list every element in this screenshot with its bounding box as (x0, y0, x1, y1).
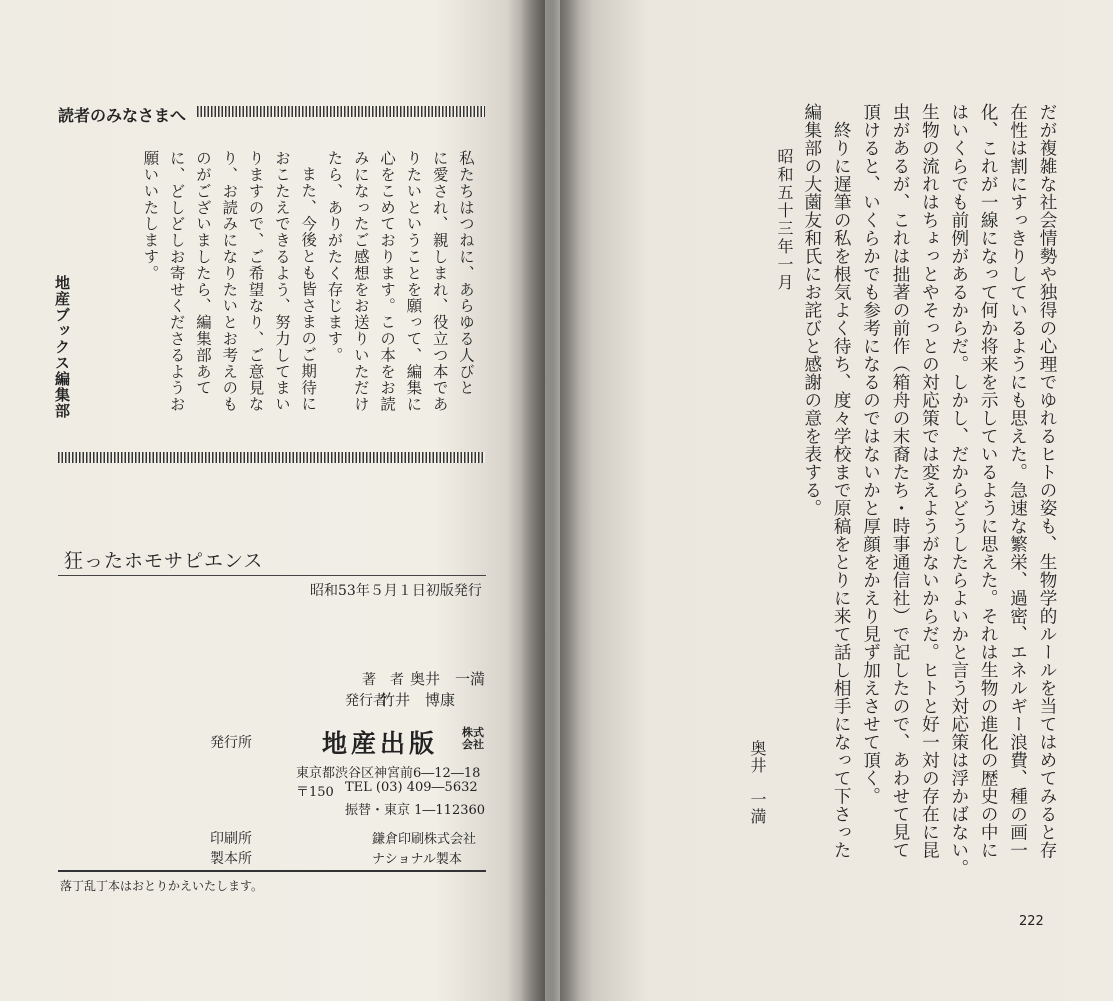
publisher-person-name: 竹井 博康 (380, 691, 456, 709)
author-signature: 奥井 一満 (748, 740, 767, 825)
body-text-line: 終りに遅筆の私を根気よく待ち、度々学校まで原稿をとりに来て話し相手になって下さった (831, 121, 852, 859)
transfer-account: 振替・東京 1―112360 (345, 803, 486, 818)
notice-body-line: りたいということを願って、編集に (404, 150, 423, 413)
binder-label: 製本所 (210, 851, 252, 867)
notice-top-bar (197, 106, 485, 117)
publishing-house-label: 発行所 (210, 735, 252, 751)
notice-body-line: たら、ありがたく存じます。 (325, 150, 344, 364)
notice-body-line: のがございましたら、編集部あて (194, 150, 212, 396)
notice-body-line: り、お読みになりたいとお考えのも (220, 150, 239, 413)
publishing-house-name: 地産出版 (322, 729, 439, 758)
publisher-person-label: 発行者 (345, 693, 387, 709)
notice-body-line: 願いいたします。 (141, 150, 160, 282)
body-text-line: 化、これが一線になって何か将来を示しているように思えた。それは生物の進化の歴史の中に (978, 103, 999, 859)
author-label: 著 者 (362, 672, 404, 688)
body-text-line: だが複雑な社会情勢や独得の心理でゆれるヒトの姿も、生物学的ルールを当てはめてみると存 (1037, 103, 1057, 859)
page-number: 222 (1019, 914, 1044, 929)
book-title: 狂ったホモサピエンス (64, 550, 264, 572)
author-name: 奥井 一満 (410, 670, 486, 688)
body-text-line: 生物の流れはちょっとやそっとの対応策では変えようがないからだ。ヒトと好一対の存在に昆 (919, 103, 940, 859)
address: 東京都渋谷区神宮前6―12―18 (296, 766, 481, 781)
body-text-line: 頂けると、いくらかでも参考になるのではないかと厚顔をかえり見ず加えさせて頂く。 (860, 103, 881, 805)
postal-code: 〒150 (296, 785, 334, 800)
body-text-line: 虫があるが、これは拙著の前作（箱舟の末裔たち・時事通信社）で記したので、あわせて見て (890, 103, 910, 859)
printer-label: 印刷所 (210, 831, 252, 847)
misprint-note: 落丁乱丁本はおとりかえいたします。 (60, 879, 264, 893)
publication-date: 昭和53年５月１日初版発行 (310, 583, 482, 599)
date-line: 昭和五十三年一月 (775, 148, 794, 292)
binder-name: ナショナル製本 (372, 852, 462, 867)
body-text-line: 在性は割にすっきりしているようにも思えた。急速な繁栄、過密、エネルギー浪費、種の画一 (1007, 103, 1028, 859)
body-text-line: はいくらでも前例があるからだ。しかし、だからどうしたらよいかと言う対応策は浮かばない。 (948, 103, 969, 877)
book-gutter (520, 0, 580, 1001)
notice-bottom-bar (58, 452, 485, 463)
notice-body-line: に愛され、親しまれ、役立つ本であ (430, 150, 449, 413)
printer-name: 鎌倉印刷株式会社 (372, 832, 477, 847)
colophon-bottom-rule (58, 870, 486, 872)
notice-body-line: また、今後とも皆さまのご期待に (299, 166, 318, 412)
title-rule (58, 575, 486, 576)
notice-body-line: 心をこめております。この本をお読 (378, 150, 397, 413)
notice-heading: 読者のみなさまへ (58, 106, 187, 125)
corp-type: 株式会社 (462, 726, 484, 751)
tel: TEL (03) 409―5632 (345, 780, 478, 795)
notice-body-line: みになったご感想をお送りいただけ (351, 150, 370, 413)
notice-body-line: りますので、ご希望なり、ご意見な (246, 150, 265, 413)
notice-body-line: に、どしどしお寄せくださるようお (167, 150, 186, 413)
notice-signature: 地産ブックス編集部 (53, 275, 71, 419)
notice-body-line: おこたえできるよう、努力してまい (272, 150, 291, 413)
notice-body-line: 私たちはつねに、あらゆる人びと (457, 150, 475, 396)
body-text-line: 編集部の大薗友和氏にお詫びと感謝の意を表する。 (801, 103, 822, 517)
